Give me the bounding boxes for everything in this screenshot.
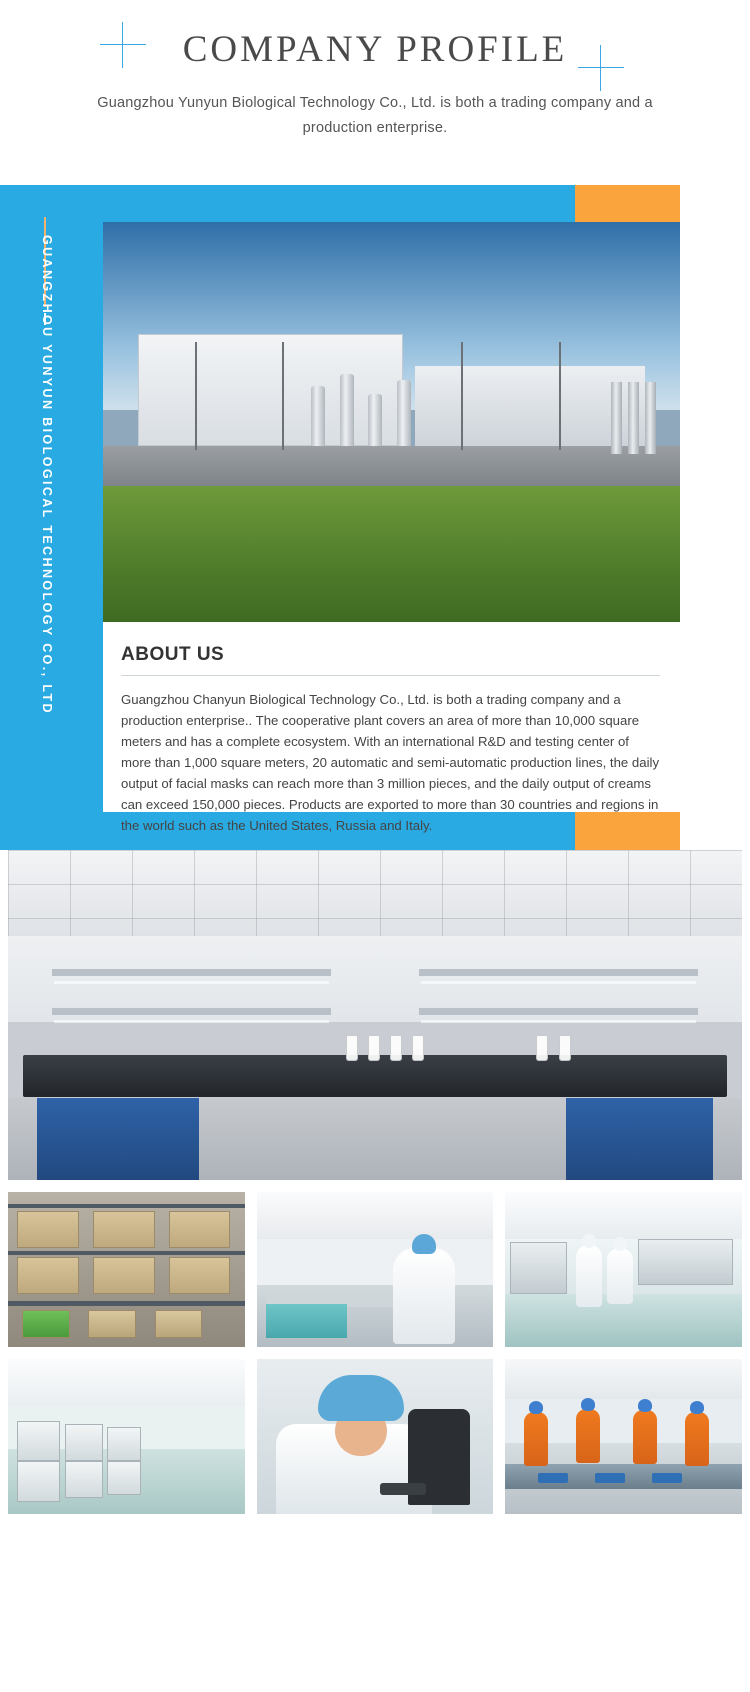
- about-divider: [121, 675, 660, 676]
- production-line-photo-art: [505, 1359, 742, 1514]
- laboratory-bench-staff-photo: [257, 1192, 494, 1347]
- factory-photo-art: [103, 222, 680, 622]
- cleanroom-staff-photo-art: [505, 1192, 742, 1347]
- about-text-block: [103, 622, 680, 833]
- page-header: [0, 0, 750, 185]
- factory-exterior-photo: [103, 222, 680, 622]
- cleanroom-storage-tanks-photo: [8, 1359, 245, 1514]
- about-paragraph: Guangzhou Chanyun Biological Technology Co., Ltd. is both a trading company and a production enterprise.. The cooperative plant covers an area of more than 10,000 square meters and has a complete ecosystem. With an international R&D and testing center of more than 1,000 square meters, 20 automatic and semi-automatic production lines, the daily output of facial masks can reach more than 3 million pieces, and the daily output of creams can exceed 150,000 pieces. Products are exported to more than 30 countries and regions in the world such as the United States, Russia and Italy.: [121, 692, 660, 833]
- laboratory-photo-art: [8, 850, 742, 1180]
- warehouse-storage-photo: [8, 1192, 245, 1347]
- title-wrap: [0, 0, 750, 71]
- page-subtitle: Guangzhou Yunyun Biological Technology Co., Ltd. is both a trading company and a production enterprise.: [97, 95, 653, 136]
- band-white-block: [680, 185, 750, 850]
- microscope-photo-art: [257, 1359, 494, 1514]
- vertical-company-text: GUANGZHOU YUNYUN BIOLOGICAL TECHNOLOGY CO., LTD: [40, 235, 54, 715]
- about-heading: ABOUT US: [121, 644, 225, 665]
- cleanroom-production-staff-photo: [505, 1192, 742, 1347]
- packaging-production-line-photo: [505, 1359, 742, 1514]
- company-vertical-name: [30, 217, 70, 817]
- page-title: COMPANY PROFILE: [182, 29, 568, 70]
- lab-staff-photo-art: [257, 1192, 494, 1347]
- about-band: [0, 185, 750, 850]
- technician-microscope-photo: [257, 1359, 494, 1514]
- facility-photo-grid: [8, 1192, 742, 1514]
- laboratory-workbench-photo: [8, 850, 742, 1180]
- warehouse-photo-art: [8, 1192, 245, 1347]
- tanks-photo-art: [8, 1359, 245, 1514]
- about-card: [103, 222, 680, 833]
